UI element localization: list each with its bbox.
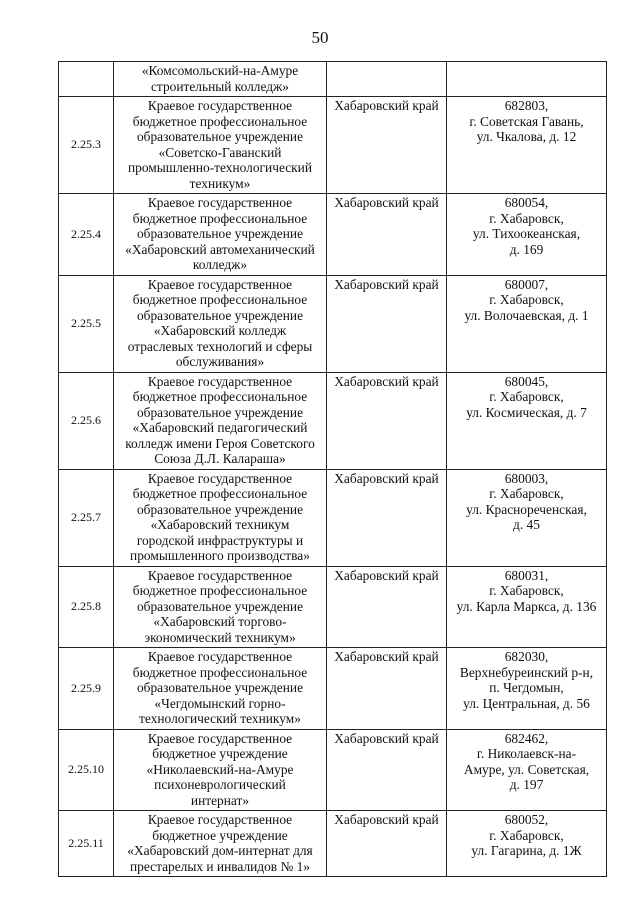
institution-name-line: Краевое государственное (147, 195, 293, 210)
institution-name-line: престарелых и инвалидов № 1» (130, 858, 310, 874)
address-line: 680052, (504, 812, 549, 827)
address-line: д. 45 (513, 517, 540, 532)
institution-name-line: «Хабаровский дом-интернат для (127, 843, 313, 858)
address-line: 680054, (504, 195, 549, 210)
institution-name-line: Краевое государственное (147, 567, 293, 583)
region: Хабаровский край (327, 97, 447, 194)
address (447, 811, 607, 877)
institution-name-line: обслуживания» (175, 354, 265, 369)
region: Хабаровский край (327, 372, 447, 469)
address-line: Амуре, ул. Советская, (463, 761, 590, 777)
institution-name-line: отраслевых технологий и сферы (127, 338, 313, 354)
address-line: д. 169 (509, 241, 544, 257)
institution-name-line: бюджетное учреждение (152, 746, 288, 761)
institution-name-line: промышленно-технологический (127, 160, 313, 175)
institution-name-line: «Комсомольский-на-Амуре (141, 63, 299, 78)
address-line: г. Хабаровск, (489, 583, 564, 598)
institution-name-line: образовательное учреждение (136, 404, 304, 420)
address-line: ул. Тихоокеанская, (472, 226, 581, 241)
address (447, 97, 607, 194)
institution-name (114, 811, 327, 877)
region (327, 62, 447, 97)
institution-name-line: образовательное учреждение (136, 226, 304, 241)
table-row (59, 62, 607, 97)
table-row (59, 275, 607, 372)
address-line: ул. Космическая, д. 7 (466, 404, 587, 420)
institution-name-line: образовательное учреждение (136, 307, 304, 323)
institution-name-line: образовательное учреждение (136, 598, 304, 614)
table-row (59, 729, 607, 811)
institution-name (114, 729, 327, 811)
address-line: 680045, (504, 373, 549, 389)
institution-name-line: Краевое государственное (147, 730, 293, 746)
row-number: 2.25.9 (59, 648, 114, 730)
institution-name (114, 62, 327, 97)
institution-name-line: бюджетное профессиональное (132, 113, 308, 129)
institution-name-line: бюджетное профессиональное (132, 389, 308, 404)
table-row (59, 97, 607, 194)
address (447, 62, 607, 97)
row-number: 2.25.7 (59, 469, 114, 566)
address-line: г. Советская Гавань, (469, 113, 584, 129)
institution-name (114, 194, 327, 276)
region: Хабаровский край (327, 811, 447, 877)
institution-name-line: бюджетное учреждение (152, 827, 288, 843)
address-line: ул. Центральная, д. 56 (463, 695, 590, 711)
institution-name-line: экономический техникум» (144, 629, 296, 645)
institution-name-line: бюджетное профессиональное (132, 292, 308, 307)
institution-name-line: Краевое государственное (147, 373, 293, 389)
table-row (59, 194, 607, 276)
institution-name-line: колледж» (192, 257, 248, 272)
address (447, 194, 607, 276)
institution-name-line: «Советско-Гаванский (158, 144, 282, 160)
institution-name-line: бюджетное профессиональное (132, 486, 308, 501)
region: Хабаровский край (327, 275, 447, 372)
institution-name-line: Краевое государственное (147, 98, 293, 113)
address-line: 680031, (504, 567, 549, 583)
address (447, 372, 607, 469)
institution-name (114, 275, 327, 372)
institution-name-line: интернат» (190, 792, 250, 808)
institution-name-line: технологический техникум» (139, 711, 301, 726)
institution-name-line: «Хабаровский педагогический (132, 420, 308, 435)
institution-name-line: техникум» (189, 175, 251, 191)
address (447, 566, 607, 648)
address-line: ул. Карла Маркса, д. 136 (456, 598, 597, 614)
region: Хабаровский край (327, 194, 447, 276)
institution-name (114, 648, 327, 730)
row-number: 2.25.4 (59, 194, 114, 276)
region: Хабаровский край (327, 469, 447, 566)
address-line: ул. Волочаевская, д. 1 (464, 307, 589, 323)
institution-name-line: строительный колледж» (150, 78, 289, 94)
institution-name-line: «Хабаровский автомеханический (125, 241, 315, 257)
address-line: ул. Краснореченская, (466, 501, 587, 517)
table-row (59, 811, 607, 877)
institution-name (114, 97, 327, 194)
address (447, 275, 607, 372)
address-line: Верхнебуреинский р-н, (459, 664, 594, 680)
address-line: 680003, (504, 470, 549, 486)
row-number: 2.25.11 (59, 811, 114, 877)
institution-name-line: бюджетное профессиональное (132, 664, 308, 680)
address-line: г. Хабаровск, (489, 389, 564, 404)
row-number: 2.25.6 (59, 372, 114, 469)
institution-name (114, 566, 327, 648)
institution-name (114, 469, 327, 566)
region: Хабаровский край (327, 648, 447, 730)
institution-name-line: Краевое государственное (147, 276, 293, 292)
institution-name-line: образовательное учреждение (136, 129, 304, 144)
address-line: г. Николаевск-на- (476, 746, 577, 761)
institutions-table (58, 61, 607, 877)
institution-name-line: «Николаевский-на-Амуре (146, 761, 294, 777)
institution-name-line: Краевое государственное (147, 649, 293, 664)
institution-name-line: колледж имени Героя Советского (125, 435, 315, 451)
row-number: 2.25.10 (59, 729, 114, 811)
institution-name-line: «Чегдомынский горно- (154, 695, 286, 711)
row-number (59, 62, 114, 97)
institution-name-line: промышленного производства» (130, 548, 310, 563)
row-number: 2.25.3 (59, 97, 114, 194)
table-row (59, 372, 607, 469)
institution-name-line: «Хабаровский техникум (150, 517, 290, 532)
address (447, 729, 607, 811)
institution-name (114, 372, 327, 469)
institution-name-line: «Хабаровский колледж (153, 323, 287, 338)
address-line: г. Хабаровск, (489, 827, 564, 843)
institution-name-line: городской инфраструктуры и (136, 532, 304, 548)
row-number: 2.25.8 (59, 566, 114, 648)
address-line: п. Чегдомын, (489, 680, 564, 695)
address-line: ул. Чкалова, д. 12 (476, 129, 577, 144)
table-row (59, 469, 607, 566)
row-number: 2.25.5 (59, 275, 114, 372)
address-line: г. Хабаровск, (489, 486, 564, 501)
address-line: г. Хабаровск, (489, 210, 564, 226)
address (447, 469, 607, 566)
address (447, 648, 607, 730)
institution-name-line: психоневрологический (154, 777, 286, 792)
page-number: 50 (311, 28, 329, 47)
address-line: д. 197 (509, 777, 544, 792)
institution-name-line: бюджетное профессиональное (132, 210, 308, 226)
table-row (59, 566, 607, 648)
address-line: 680007, (504, 276, 549, 292)
region: Хабаровский край (327, 729, 447, 811)
institution-name-line: Союза Д.Л. Калараша» (154, 451, 286, 466)
table-row (59, 648, 607, 730)
address-line: ул. Гагарина, д. 1Ж (471, 843, 582, 858)
institution-name-line: образовательное учреждение (136, 680, 304, 695)
institution-name-line: Краевое государственное (147, 812, 293, 827)
address-line: г. Хабаровск, (489, 292, 564, 307)
institution-name-line: «Хабаровский торгово- (153, 614, 287, 629)
institution-name-line: Краевое государственное (147, 470, 293, 486)
institution-name-line: образовательное учреждение (136, 501, 304, 517)
address-line: 682462, (504, 730, 549, 746)
region: Хабаровский край (327, 566, 447, 648)
institution-name-line: бюджетное профессиональное (132, 583, 308, 598)
address-line: 682803, (504, 98, 549, 113)
address-line: 682030, (504, 649, 549, 664)
